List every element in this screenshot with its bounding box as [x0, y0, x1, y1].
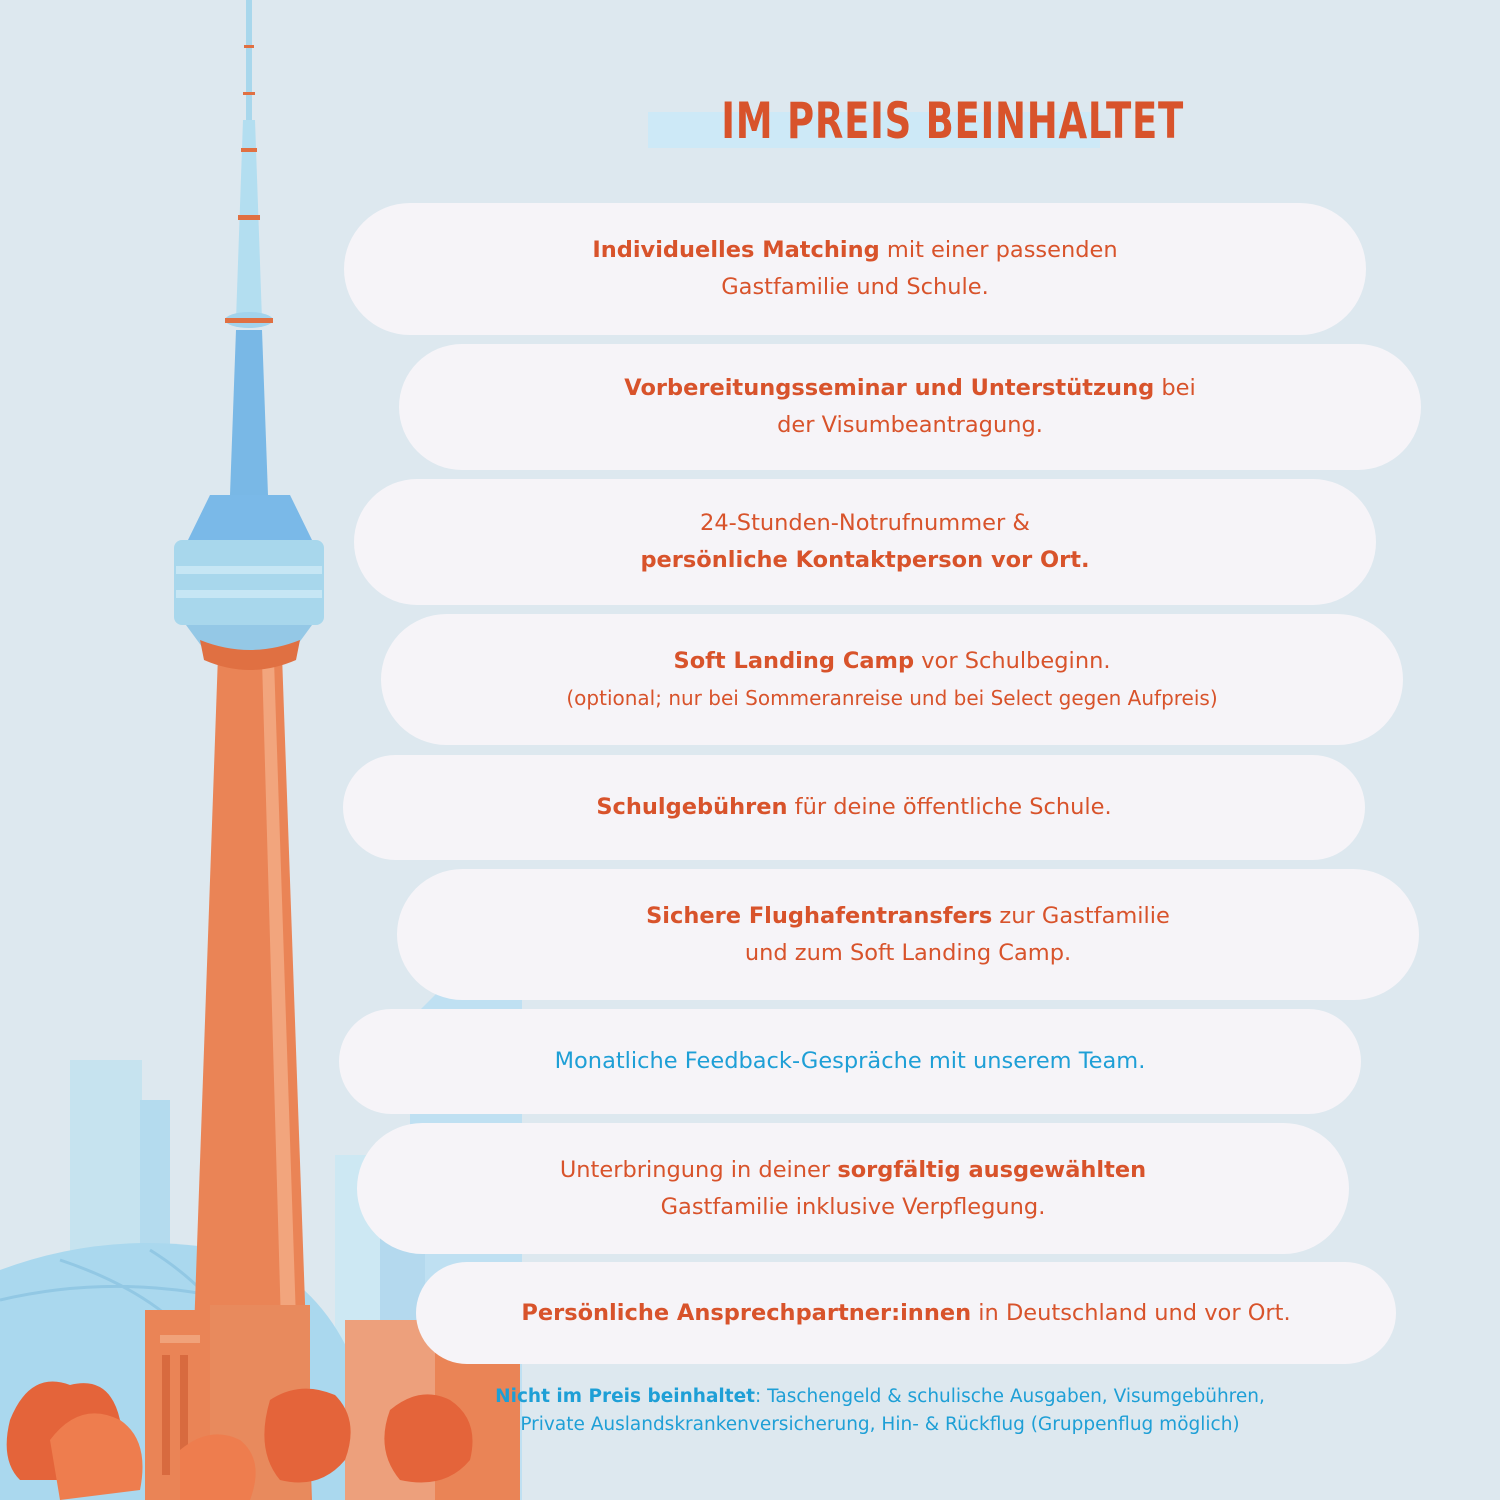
item-text: zur Gastfamilie	[992, 902, 1170, 929]
tower-pod-window-2	[176, 590, 322, 598]
item-bold: sorgfältig ausgewählten	[837, 1156, 1147, 1183]
page-title	[640, 92, 1185, 152]
tower-skypod-ring	[225, 318, 273, 323]
item-airport-transfer	[397, 869, 1419, 1000]
tower-pod-band	[174, 540, 324, 625]
item-text: bei	[1154, 375, 1196, 401]
item-school-fees	[343, 755, 1365, 860]
item-hotline	[354, 479, 1376, 605]
tower-antenna	[246, 0, 252, 120]
tower-ring-2	[241, 148, 257, 152]
footer-bold: Nicht im Preis beinhaltet	[495, 1386, 755, 1407]
item-seminar	[399, 344, 1421, 470]
item-bold: persönliche Kontaktperson vor Ort.	[640, 547, 1090, 573]
item-soft-landing	[381, 614, 1403, 745]
item-contacts	[416, 1262, 1396, 1364]
item-text: Monatliche Feedback-Gespräche mit unserem Team.	[554, 1048, 1146, 1074]
item-text: vor Schulbeginn.	[914, 647, 1111, 674]
item-text: in Deutschland und vor Ort.	[971, 1299, 1291, 1326]
item-text-line2: der Visumbeantragung.	[777, 412, 1043, 438]
item-text: Unterbringung in deiner	[559, 1156, 838, 1183]
item-text: für deine öffentliche Schule.	[787, 794, 1112, 820]
tower-ring-3	[243, 92, 255, 95]
item-bold: Schulgebühren	[596, 794, 788, 820]
tower-upper-shaft	[230, 330, 268, 495]
footer-text: : Taschengeld & schulische Ausgaben, Visumgebühren,	[755, 1386, 1265, 1407]
building-front-column-1	[162, 1355, 170, 1475]
item-text-line2: Gastfamilie inklusive Verpflegung.	[660, 1193, 1046, 1220]
item-text-line2: Gastfamilie und Schule.	[721, 274, 989, 300]
item-text: 24-Stunden-Notrufnummer &	[700, 510, 1030, 536]
item-matching	[344, 203, 1366, 335]
tower-pod-top	[188, 495, 312, 540]
tower-ring-1	[238, 215, 260, 220]
item-bold: Soft Landing Camp	[673, 647, 915, 674]
item-text: mit einer passenden	[879, 237, 1118, 263]
tower-ring-4	[244, 45, 254, 48]
item-bold: Individuelles Matching	[592, 237, 880, 263]
item-text-line2: und zum Soft Landing Camp.	[744, 939, 1072, 966]
item-note: (optional; nur bei Sommeranreise und bei Select gegen Aufpreis)	[566, 685, 1218, 710]
tree-5	[180, 1434, 256, 1500]
not-included-note	[480, 1383, 1280, 1439]
building-front-window-1	[160, 1335, 200, 1343]
footer-text-line2: Private Auslandskrankenversicherung, Hin- & Rückflug (Gruppenflug möglich)	[520, 1414, 1240, 1435]
item-feedback	[339, 1009, 1361, 1114]
item-accommodation	[357, 1123, 1349, 1254]
item-bold: Sichere Flughafentransfers	[646, 902, 993, 929]
tower-pod-window-1	[176, 566, 322, 574]
item-bold: Vorbereitungsseminar und Unterstützung	[624, 375, 1155, 401]
title-text: IM PREIS BEINHALTET	[721, 92, 1185, 150]
item-bold: Persönliche Ansprechpartner:innen	[521, 1299, 972, 1326]
